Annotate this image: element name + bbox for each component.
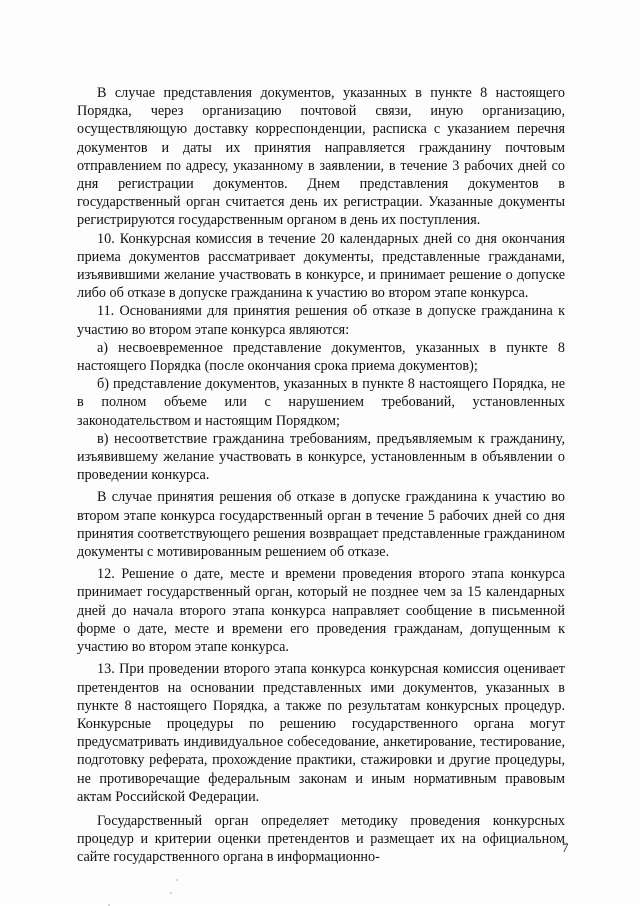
paragraph-11-a: а) несвоевременное представление документов, указанных в пункте 8 настоящего Порядка (после окончания срока приема документов);	[77, 339, 565, 375]
paragraph-11: 11. Основаниями для принятия решения об отказе в допуске гражданина к участию во втором этапе конкурса являются:	[77, 303, 565, 338]
page-number: 7	[562, 840, 569, 855]
document-body	[77, 84, 565, 867]
scan-speck	[176, 879, 178, 881]
paragraph-postal-submission: В случае представления документов, указанных в пункте 8 настоящего Порядка, через организацию почтовой связи, иную организацию, осуществляющую доставку корреспонденции, расписка с указанием перечня документов и даты их принятия направляется гражданину почтовым отправлением по адресу, указанному в заявлении, в течение 3 рабочих дней со дня регистрации документов. Днем представления документов в государственный орган считается день их регистрации. Указанные документы регистрируются государственным органом в день их поступления.	[77, 85, 565, 229]
paragraph-10: 10. Конкурсная комиссия в течение 20 календарных дней со дня окончания приема документов рассматривает документы, представленные гражданами, изъявившими желание участвовать в конкурсе, и принимает решение о допуске либо об отказе в допуске гражданина к участию во втором этапе конкурса.	[77, 230, 565, 302]
scan-speck	[170, 892, 172, 894]
paragraph-12: 12. Решение о дате, месте и времени проведения второго этапа конкурса принимает государственный орган, который не позднее чем за 15 календарных дней до начала второго этапа конкурса направляет сообщение в письменной форме о дате, месте и времени его проведения гражданам, допущенным к участию во втором этапе конкурса.	[77, 566, 565, 656]
paragraph-11-b: б) представление документов, указанных в пункте 8 настоящего Порядка, не в полном объеме или с нарушением требований, установленных законодательством и настоящим Порядком;	[77, 376, 565, 429]
paragraph-methodology: Государственный орган определяет методику проведения конкурсных процедур и критерии оценки претендентов и размещает их на официальном сайте государственного органа в информационно-	[77, 812, 565, 866]
paragraph-13: 13. При проведении второго этапа конкурса конкурсная комиссия оценивает претендентов на основании представленных ими документов, указанных в пункте 8 настоящего Порядка, а также по результатам конкурсных процедур. Конкурсные процедуры по решению государственного органа могут предусматривать индивидуальное собеседование, анкетирование, тестирование, подготовку реферата, прохождение практики, стажировки и другие процедуры, не противоречащие федеральным законам и иным нормативным правовым актам Российской Федерации.	[77, 661, 565, 805]
paragraph-refusal: В случае принятия решения об отказе в допуске гражданина к участию во втором этапе конкурса государственный орган в течение 5 рабочих дней со дня принятия соответствующего решения возвращает представленные гражданином документы с мотивированным решением об отказе.	[77, 489, 565, 561]
paragraph-11-v: в) несоответствие гражданина требованиям, предъявляемым к гражданину, изъявившему желание участвовать в конкурсе, установленным в объявлении о проведении конкурса.	[77, 430, 565, 484]
